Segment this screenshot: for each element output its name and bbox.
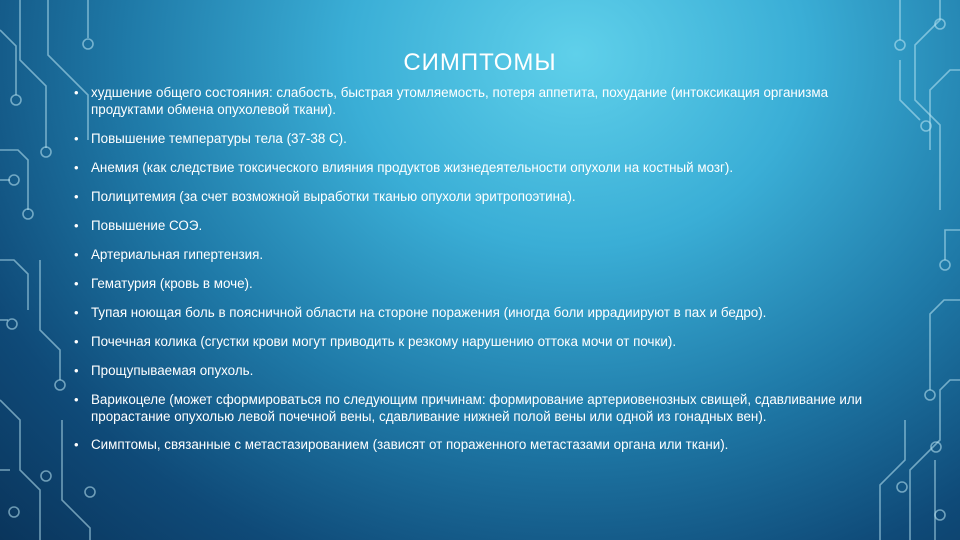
list-item: • Почечная колика (сгустки крови могут приводить к резкому нарушению оттока мочи от почки). <box>74 333 874 350</box>
list-item: • Тупая ноющая боль в поясничной области на стороне поражения (иногда боли иррадиируют в пах и бедро). <box>74 304 874 321</box>
slide-title: СИМПТОМЫ <box>403 49 557 77</box>
list-item: • Артериальная гипертензия. <box>74 246 874 263</box>
list-item: • Гематурия (кровь в моче). <box>74 275 874 292</box>
symptom-list <box>74 84 874 453</box>
list-item: • худшение общего состояния: слабость, быстрая утомляемость, потеря аппетита, похудание (интоксикация организма продуктами обмена опухолевой ткани). <box>74 84 874 118</box>
list-item: • Повышение температуры тела (37-38 С). <box>74 130 874 147</box>
list-item: • Анемия (как следствие токсического влияния продуктов жизнедеятельности опухоли на костный мозг). <box>74 159 874 176</box>
list-item: • Симптомы, связанные с метастазированием (зависят от пораженного метастазами органа или ткани). <box>74 436 874 453</box>
list-item: • Повышение СОЭ. <box>74 217 874 234</box>
list-item: • Прощупываемая опухоль. <box>74 362 874 379</box>
list-item: • Полицитемия (за счет возможной выработки тканью опухоли эритропоэтина). <box>74 188 874 205</box>
list-item: • Варикоцеле (может сформироваться по следующим причинам: формирование артериовенозных свищей, сдавливание или прорастание опухолью левой почечной вены, сдавливание нижней полой вены или одной из гонадных вен). <box>74 391 874 425</box>
